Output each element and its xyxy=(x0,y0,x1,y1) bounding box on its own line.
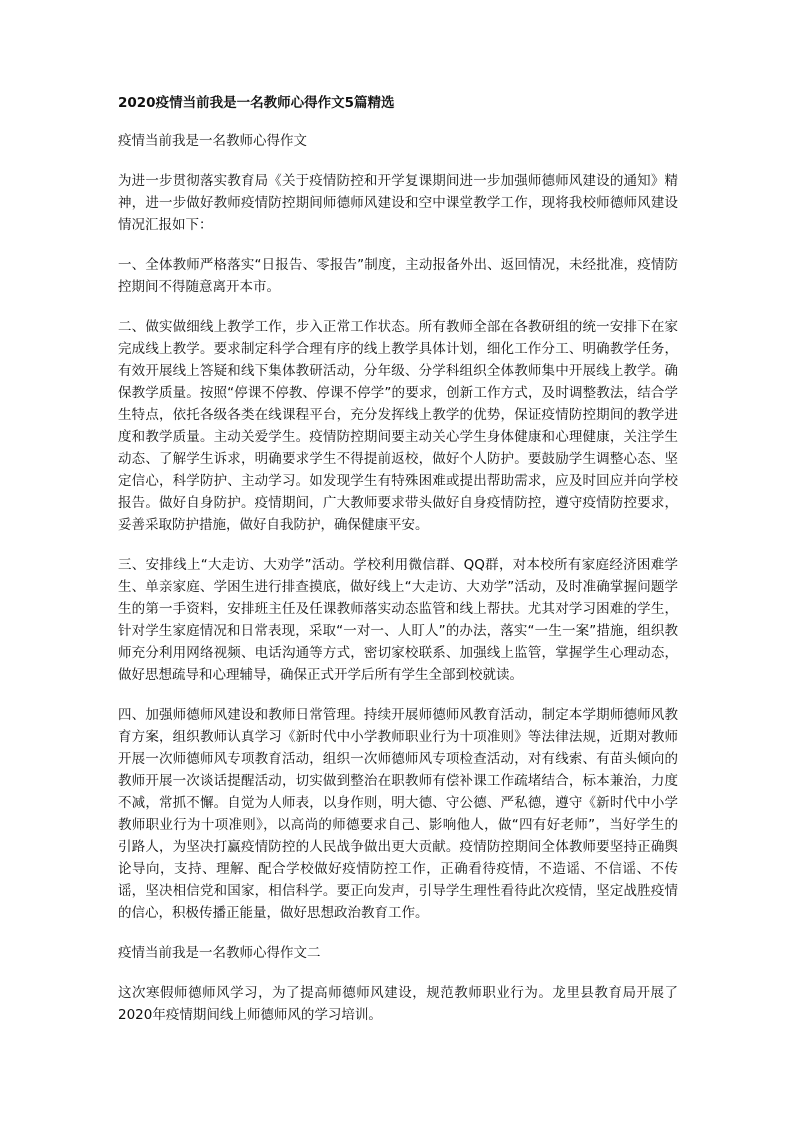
paragraph-point-2: 二、做实做细线上教学工作，步入正常工作状态。所有教师全部在各教研组的统一安排下在家完成线上教学。要求制定科学合理有序的线上教学具体计划，细化工作分工、明确教学任务，有效开展线上答疑和线下集体教研活动，分年级、分学科组织全体教师集中开展线上教学。确保教学质量。按照“停课不停教、停课不停学”的要求，创新工作方式，及时调整教法，结合学生特点，依托各级各类在线课程平台，充分发挥线上教学的优势，保证疫情防控期间的教学进度和教学质量。主动关爱学生。疫情防控期间要主动关心学生身体健康和心理健康，关注学生动态、了解学生诉求，明确要求学生不得提前返校，做好个人防护。要鼓励学生调整心态、坚定信心，科学防护、主动学习。如发现学生有特殊困难或提出帮助需求，应及时回应并向学校报告。做好自身防护。疫情期间，广大教师要求带头做好自身疫情防控，遵守疫情防控要求，妥善采取防护措施，做好自我防护，确保健康平安。 xyxy=(118,319,678,533)
document-title: 2020疫情当前我是一名教师心得作文5篇精选 xyxy=(118,95,395,111)
section-heading-1: 疫情当前我是一名教师心得作文 xyxy=(118,133,307,149)
section2-paragraph: 这次寒假师德师风学习，为了提高师德师风建设，规范教师职业行为。龙里县教育局开展了2020年疫情期间线上师德师风的学习培训。 xyxy=(118,985,678,1023)
paragraph-point-3: 三、安排线上“大走访、大劝学”活动。学校利用微信群、QQ群，对本校所有家庭经济困难学生、单亲家庭、学困生进行排查摸底，做好线上“大走访、大劝学”活动，及时准确掌握问题学生的第一手资料，安排班主任及任课教师落实动态监管和线上帮扶。尤其对学习困难的学生，针对学生家庭情况和日常表现，采取“一对一、人盯人”的办法，落实“一生一案”措施，组织教师充分利用网络视频、电话沟通等方式，密切家校联系、加强线上监管，掌握学生心理动态，做好思想疏导和心理辅导，确保正式开学后所有学生全部到校就读。 xyxy=(118,557,678,683)
paragraph-point-4: 四、加强师德师风建设和教师日常管理。持续开展师德师风教育活动，制定本学期师德师风教育方案，组织教师认真学习《新时代中小学教师职业行为十项准则》等法律法规，近期对教师开展一次师德师风专项教育活动，组织一次师德师风专项检查活动，对有线索、有苗头倾向的教师开展一次谈话提醒活动，切实做到整治在职教师有偿补课工作疏堵结合，标本兼治，力度不减，常抓不懈。自觉为人师表，以身作则，明大德、守公德、严私德，遵守《新时代中小学教师职业行为十项准则》，以高尚的师德要求自己、影响他人，做“四有好老师”，当好学生的引路人，为坚决打赢疫情防控的人民战争做出更大贡献。疫情防控期间全体教师要坚持正确舆论导向，支持、理解、配合学校做好疫情防控工作，正确看待疫情，不造谣、不信谣、不传谣，坚决相信党和国家，相信科学。要正向发声，引导学生理性看待此次疫情，坚定战胜疫情的信心，积极传播正能量，做好思想政治教育工作。 xyxy=(118,707,678,921)
document-page xyxy=(118,92,678,1044)
intro-paragraph: 为进一步贯彻落实教育局《关于疫情防控和开学复课期间进一步加强师德师风建设的通知》精神，进一步做好教师疫情防控期间师德师风建设和空中课堂教学工作，现将我校师德师风建设情况汇报如下： xyxy=(118,173,678,233)
paragraph-point-1: 一、全体教师严格落实“日报告、零报告”制度，主动报备外出、返回情况，未经批准，疫情防控期间不得随意离开本市。 xyxy=(118,257,678,295)
section-heading-2: 疫情当前我是一名教师心得作文二 xyxy=(118,945,321,961)
